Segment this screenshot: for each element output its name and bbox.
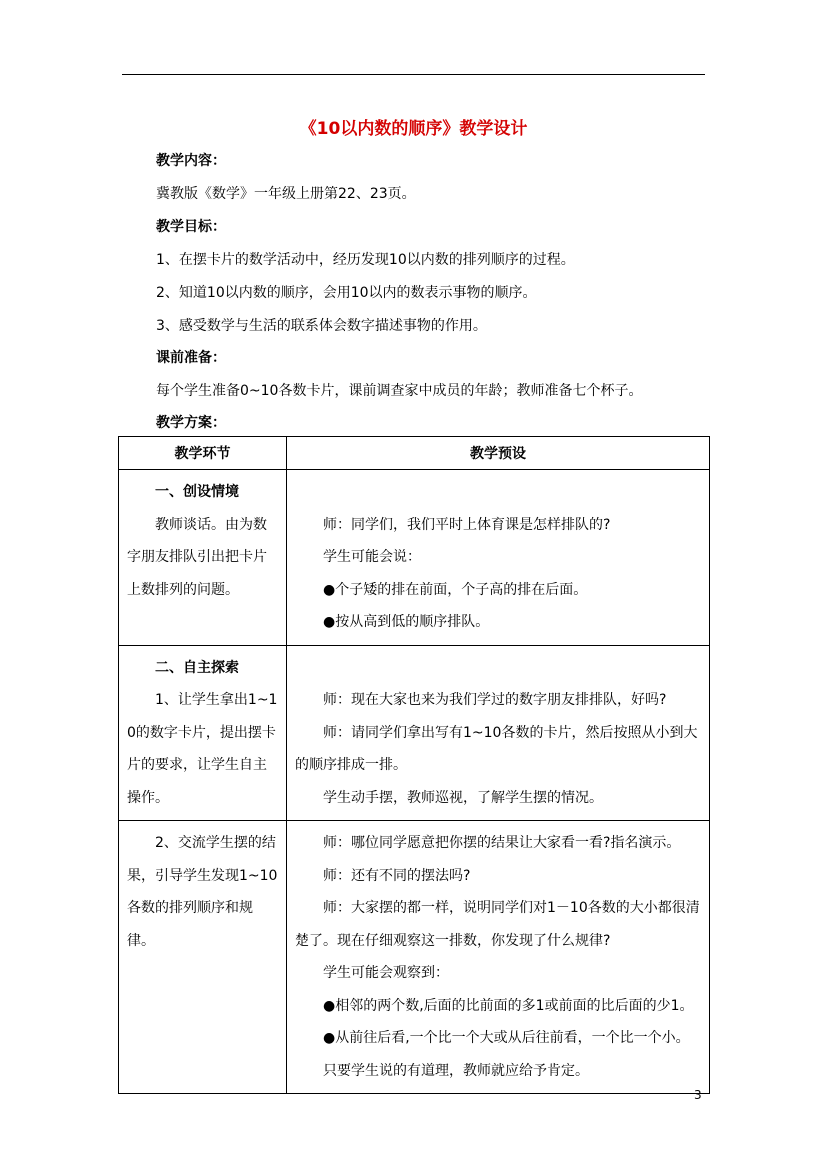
plan-cell (287, 470, 710, 646)
prep-label: 课前准备： (156, 350, 226, 366)
plan-line: 师：还有不同的摆法吗? (323, 867, 471, 884)
goals-label: 教学目标： (156, 219, 226, 235)
plan-line: 师：大家摆的都一样，说明同学们对1－10各数的大小都很清楚了。现在仔细观察这一排数，你发现了什么规律? (295, 900, 700, 949)
plan-line: 师：现在大家也来为我们学过的数字朋友排排队，好吗? (323, 692, 667, 708)
plan-line: 师：同学们，我们平时上体育课是怎样排队的? (323, 516, 611, 533)
lesson-plan-table (118, 436, 710, 1094)
prep-text: 每个学生准备0~10各数卡片，课前调查家中成员的年龄；教师准备七个杯子。 (156, 383, 643, 399)
header-cell-stage: 教学环节 (119, 437, 287, 470)
section-title: 一、创设情境 (155, 484, 239, 500)
plan-line: 学生可能会观察到： (323, 965, 449, 981)
table-row (119, 645, 710, 821)
plan-cell (287, 645, 710, 821)
header-cell-plan: 教学预设 (287, 437, 710, 470)
plan-line: 学生动手摆，教师巡视，了解学生摆的情况。 (323, 789, 603, 806)
table-header-row (119, 437, 710, 470)
plan-line: 学生可能会说： (323, 549, 421, 565)
plan-line: 师：请同学们拿出写有1~10各数的卡片，然后按照从小到大的顺序排成一排。 (295, 724, 698, 773)
plan-line: 师：哪位同学愿意把你摆的结果让大家看一看?指名演示。 (323, 835, 681, 851)
stage-text: 2、交流学生摆的结果，引导学生发现1~10各数的排列顺序和规律。 (127, 835, 278, 949)
document-title: 《10以内数的顺序》教学设计 (299, 119, 528, 139)
plan-line: ●个子矮的排在前面，个子高的排在后面。 (323, 581, 588, 598)
stage-text: 1、让学生拿出1~10的数字卡片，提出摆卡片的要求，让学生自主操作。 (127, 692, 278, 806)
plan-line: ●从前往后看,一个比一个大或从后往前看，一个比一个小。 (323, 1030, 690, 1046)
goal-item: 3、感受数学与生活的联系体会数字描述事物的作用。 (156, 318, 487, 334)
stage-text: 教师谈话。由为数字朋友排队引出把卡片上数排列的问题。 (127, 516, 267, 598)
content-label: 教学内容： (156, 153, 226, 169)
stage-cell (119, 645, 287, 821)
plan-line: 只要学生说的有道理，教师就应给予肯定。 (323, 1062, 589, 1079)
goal-item: 2、知道10以内数的顺序，会用10以内的数表示事物的顺序。 (156, 285, 537, 301)
plan-label: 教学方案： (156, 415, 226, 431)
stage-cell (119, 470, 287, 646)
header-rule (122, 74, 705, 75)
content-text: 冀教版《数学》一年级上册第22、23页。 (156, 186, 416, 202)
page-number: 3 (694, 1088, 702, 1102)
section-title: 二、自主探索 (155, 659, 239, 676)
stage-cell (119, 821, 287, 1094)
goal-item: 1、在摆卡片的数学活动中，经历发现10以内数的排列顺序的过程。 (156, 252, 575, 268)
plan-cell (287, 821, 710, 1094)
plan-line: ●按从高到低的顺序排队。 (323, 614, 490, 630)
table-row (119, 821, 710, 1094)
plan-line: ●相邻的两个数,后面的比前面的多1或前面的比后面的少1。 (323, 997, 694, 1014)
table-row (119, 470, 710, 646)
